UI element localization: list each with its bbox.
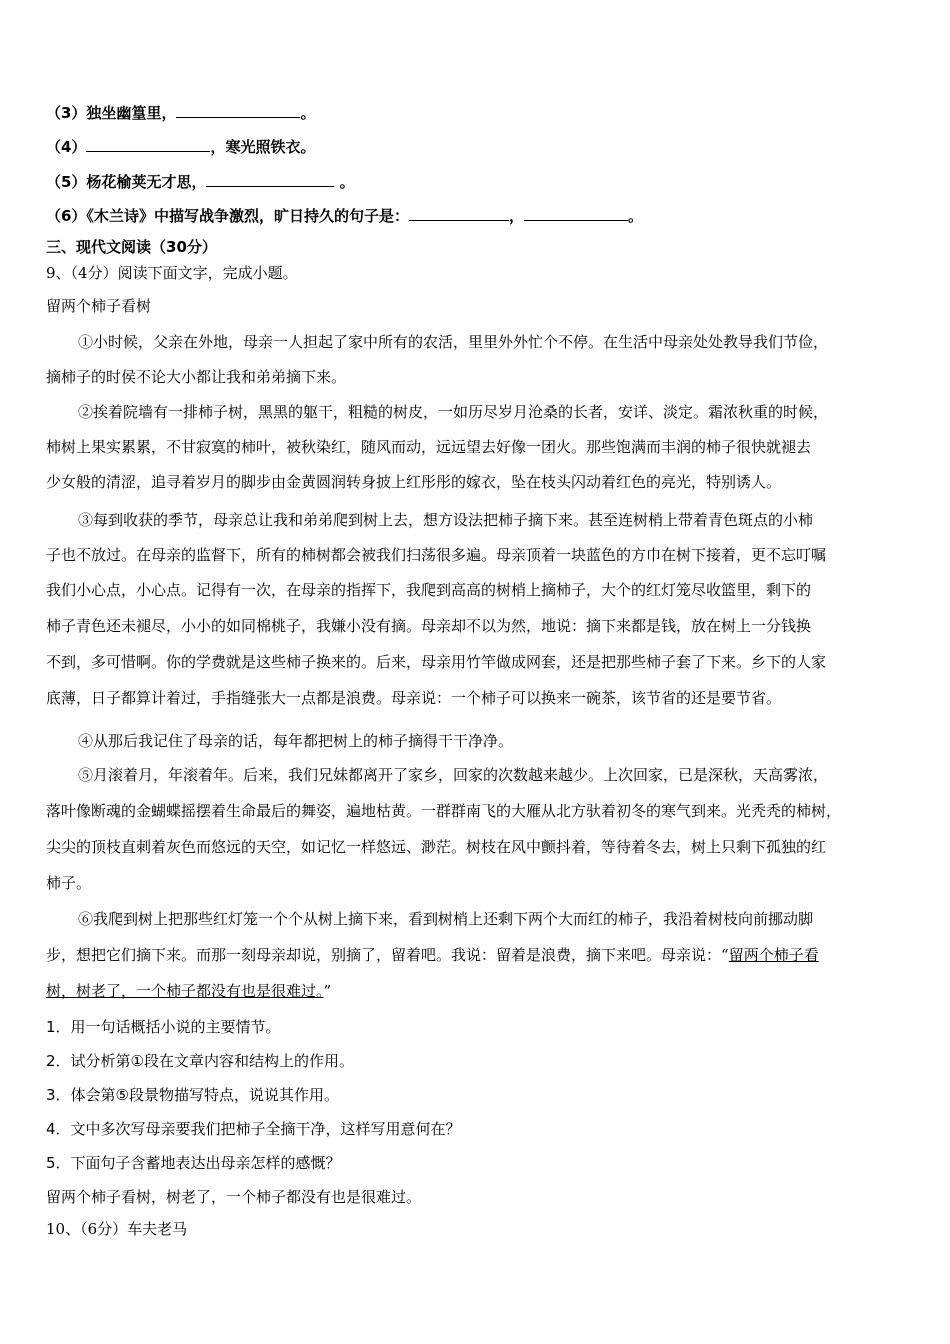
- question-10-intro: 10、（6分）车夫老马: [46, 1220, 188, 1238]
- answer-blank: [524, 206, 628, 221]
- section-heading: 三、现代文阅读（30分）: [46, 238, 217, 256]
- underlined-quote: 树，树老了，一个柿子都没有也是很难过。: [46, 982, 324, 1000]
- paragraph-line: ⑤月滚着月，年滚着年。后来，我们兄妹都离开了家乡，回家的次数越来越少。上次回家，已是深秋，天高雾浓，: [78, 766, 829, 784]
- answer-blank: [176, 103, 300, 118]
- fill-in-item-6: （6）《木兰诗》中描写战争激烈，旷日持久的句子是： ， 。: [46, 207, 643, 225]
- paragraph-line: 不到，多可惜啊。你的学费就是这些柿子换来的。后来，母亲用竹竿做成网套，还是把那些柿子套了下来。乡下的人家: [46, 653, 827, 671]
- question-9-intro: 9、（4分）阅读下面文字，完成小题。: [46, 264, 298, 282]
- question-item: 4．文中多次写母亲要我们把柿子全摘干净，这样写用意何在？: [46, 1120, 461, 1138]
- paragraph-line: 摘柿子的时侯不论大小都让我和弟弟摘下来。: [46, 368, 347, 386]
- question-item: 3．体会第⑤段景物描写特点，说说其作用。: [46, 1086, 339, 1104]
- paragraph-line: 步，想把它们摘下来。而那一刻母亲却说，别摘了，留着吧。我说：留着是浪费，摘下来吧。母亲说：“留两个柿子看: [46, 946, 819, 964]
- paragraph-line: ①小时候，父亲在外地，母亲一人担起了家中所有的农活，里里外外忙个不停。在生活中母亲处处教导我们节俭，: [78, 333, 829, 351]
- question-item: 5．下面句子含蓄地表达出母亲怎样的感慨？: [46, 1154, 341, 1172]
- paragraph-line: ⑥我爬到树上把那些红灯笼一个个从树上摘下来，看到树梢上还剩下两个大而红的柿子，我沿着树枝向前挪动脚: [78, 910, 814, 928]
- fill-in-item-5: （5）杨花榆荚无才思， 。: [46, 173, 355, 191]
- paragraph-line: 底薄，日子都算计着过，手指缝张大一点都是浪费。母亲说：一个柿子可以换来一碗茶，该节省的还是要节省。: [46, 689, 782, 707]
- paragraph-line: ②挨着院墙有一排柿子树，黑黑的躯干，粗糙的树皮，一如历尽岁月沧桑的长者，安详、淡定。霜浓秋重的时候，: [78, 403, 829, 421]
- paragraph-line: 树，树老了，一个柿子都没有也是很难过。”: [46, 982, 332, 1000]
- answer-blank: [86, 137, 210, 152]
- paragraph-line: 尖尖的顶枝直刺着灰色而悠远的天空，如记忆一样悠远、渺茫。树枝在风中颤抖着，等待着冬去，树上只剩下孤独的红: [46, 838, 827, 856]
- paragraph-line: 子也不放过。在母亲的监督下，所有的柿树都会被我们扫荡很多遍。母亲顶着一块蓝色的方巾在树下接着，更不忘叮嘱: [46, 546, 827, 564]
- paragraph-line: 我们小心点，小心点。记得有一次，在母亲的指挥下，我爬到高高的树梢上摘柿子，大个的红灯笼尽收篮里，剩下的: [46, 581, 812, 599]
- paragraph-line: 柿子。: [46, 874, 92, 892]
- fill-in-item-3: （3）独坐幽篁里， 。: [46, 104, 316, 122]
- question-item: 1．用一句话概括小说的主要情节。: [46, 1018, 281, 1036]
- passage-title: 留两个柿子看树: [46, 297, 152, 315]
- paragraph-line: 落叶像断魂的金蝴蝶摇摆着生命最后的舞姿，遍地枯黄。一群群南飞的大雁从北方驮着初冬的寒气到来。光秃秃的柿树，: [46, 802, 842, 820]
- fill-in-item-4: （4） ，寒光照铁衣。: [46, 138, 316, 156]
- answer-blank: [206, 172, 334, 187]
- paragraph-line: ③每到收获的季节，母亲总让我和弟弟爬到树上去，想方设法把柿子摘下来。甚至连树梢上带着青色斑点的小柿: [78, 511, 814, 529]
- paragraph-line: ④从那后我记住了母亲的话，每年都把树上的柿子摘得干干净净。: [78, 732, 514, 750]
- question-item: 2．试分析第①段在文章内容和结构上的作用。: [46, 1052, 354, 1070]
- answer-blank: [409, 206, 509, 221]
- paragraph-line: 柿子青色还未褪尽，小小的如同棉桃子，我嫌小没有摘。母亲却不以为然，地说：摘下来都是钱，放在树上一分钱换: [46, 617, 812, 635]
- paragraph-line: 少女般的清涩，追寻着岁月的脚步由金黄圆润转身披上红彤彤的嫁衣，坠在枝头闪动着红色的亮光，特别诱人。: [46, 473, 782, 491]
- question-quote: 留两个柿子看树，树老了，一个柿子都没有也是很难过。: [46, 1188, 422, 1206]
- underlined-quote: 留两个柿子看: [728, 946, 819, 964]
- paragraph-line: 柿树上果实累累，不甘寂寞的柿叶，被秋染红，随风而动，远远望去好像一团火。那些饱满而丰润的柿子很快就褪去: [46, 438, 812, 456]
